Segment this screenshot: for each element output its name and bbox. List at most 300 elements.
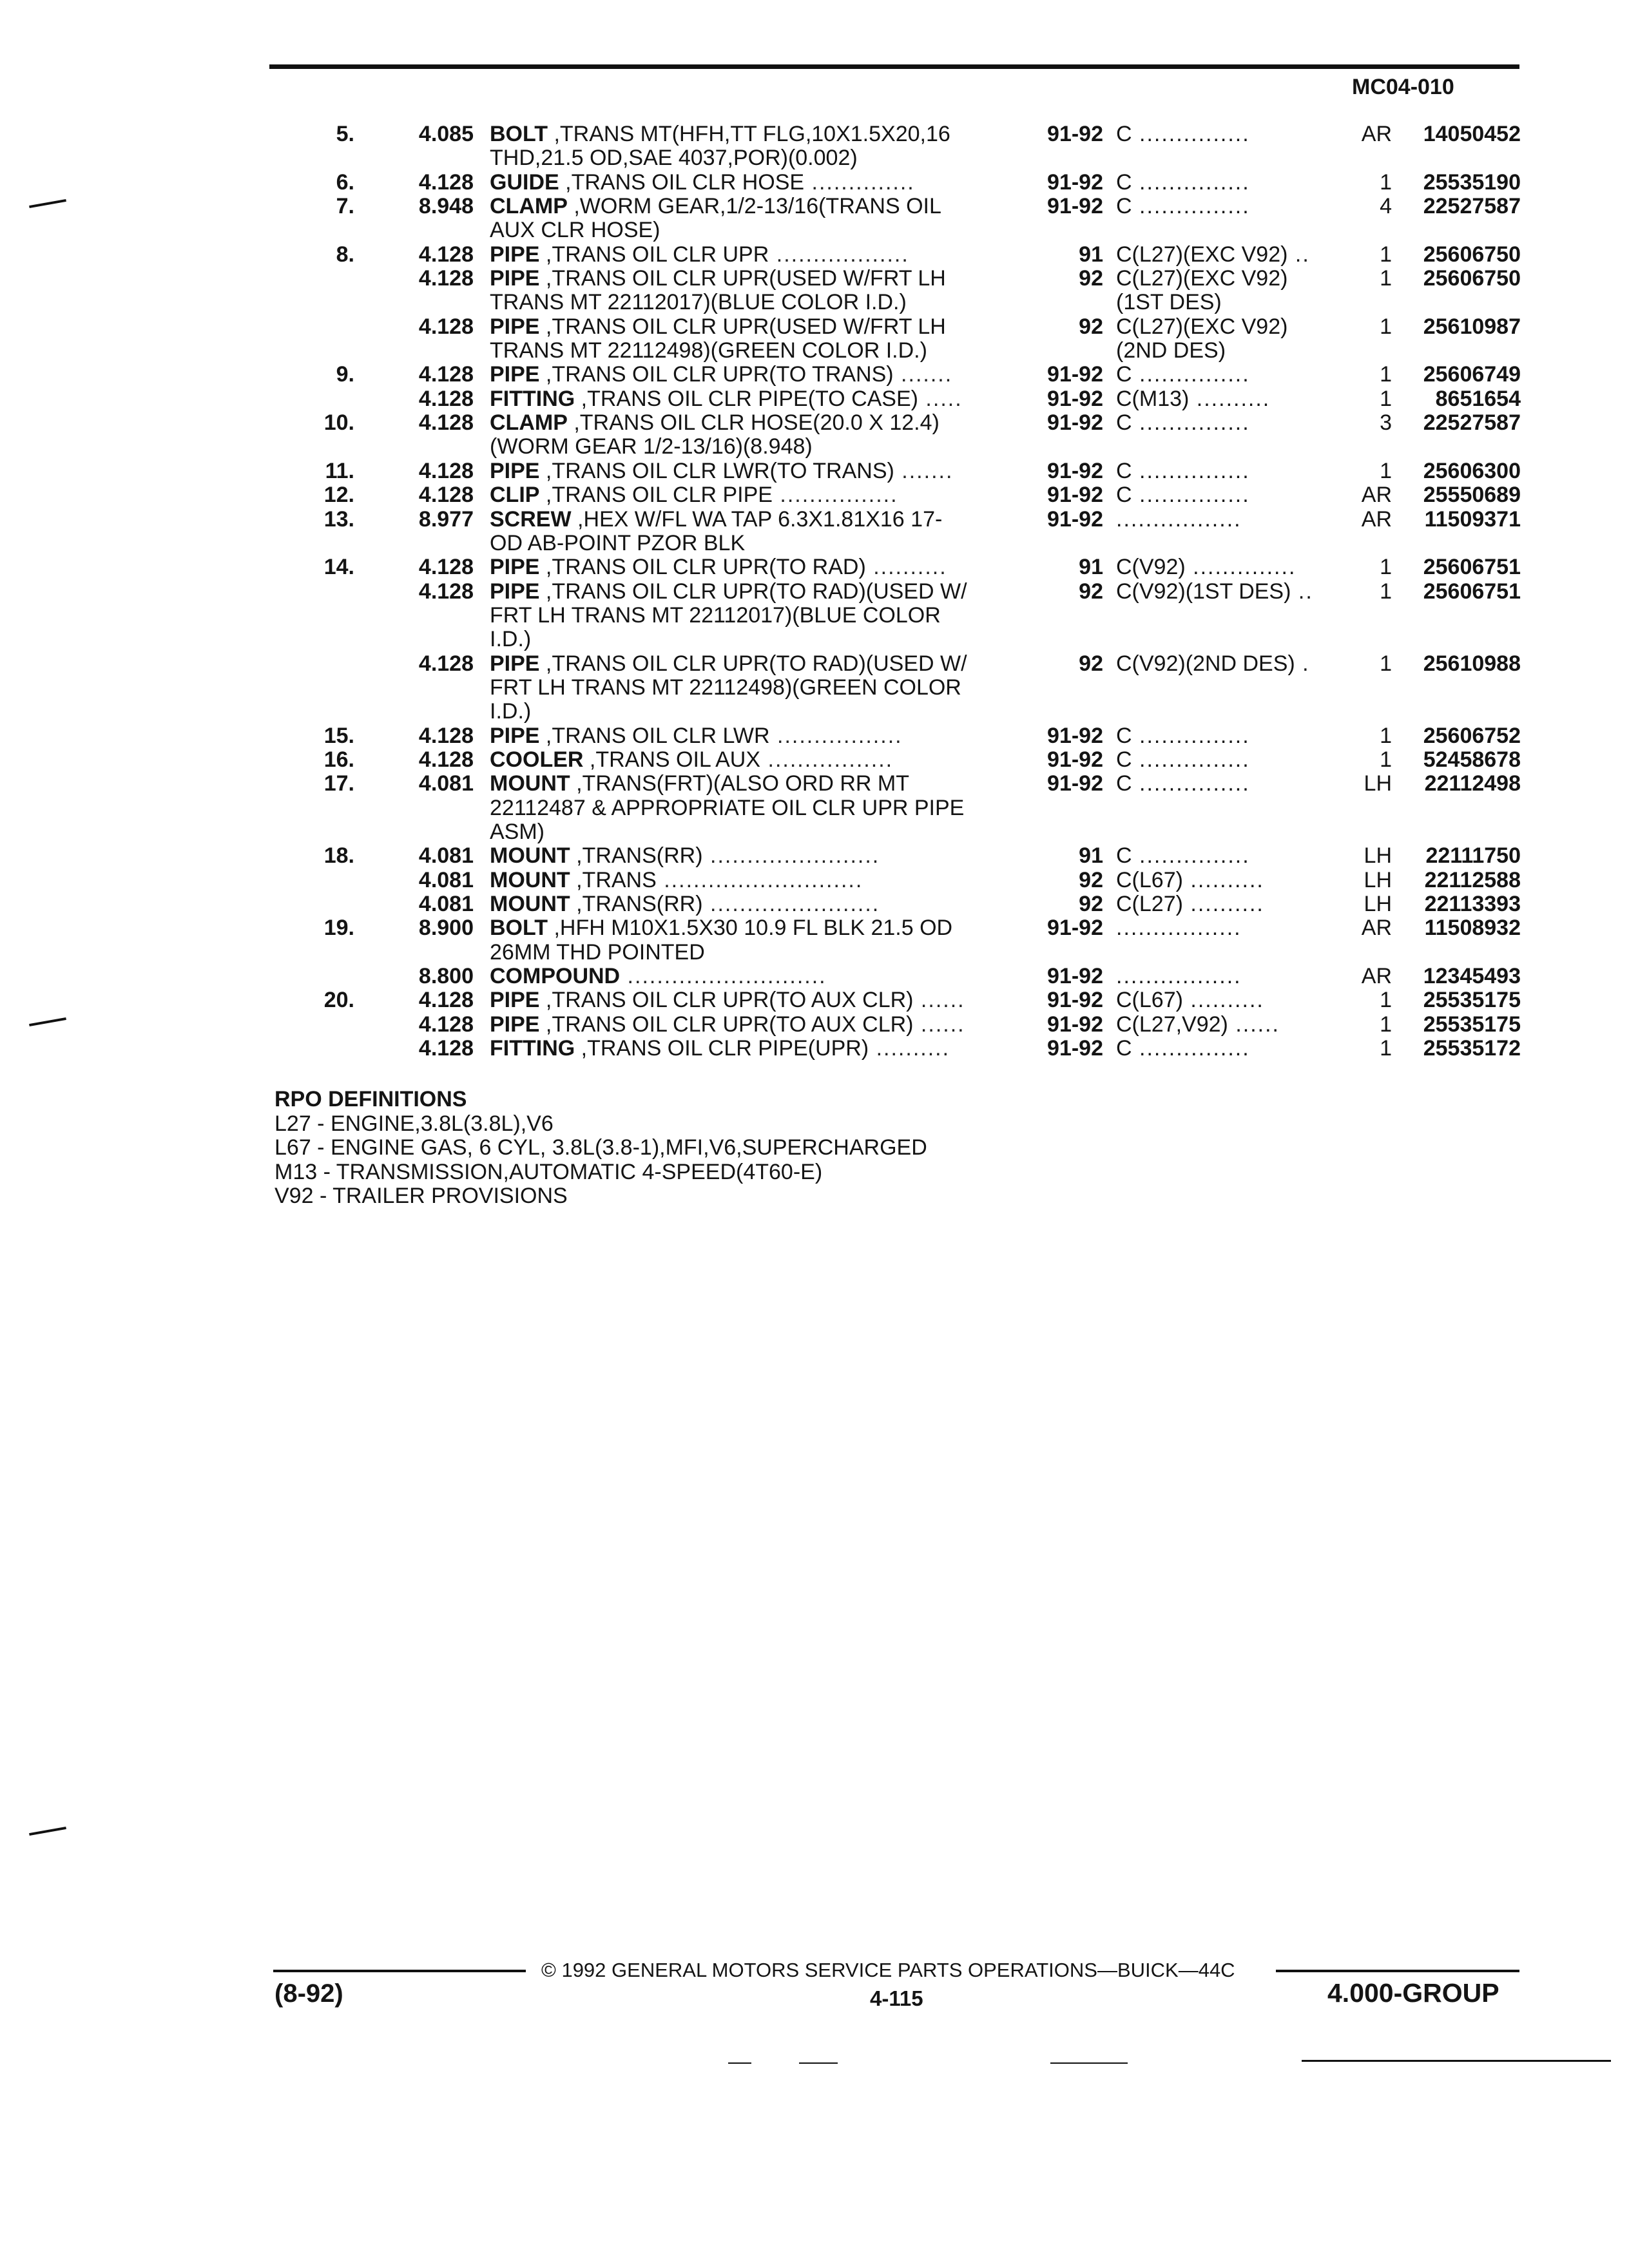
usage-code	[1116, 1013, 1335, 1037]
description-text: ,TRANS OIL AUX	[583, 747, 761, 772]
model-year: 91-92	[1047, 723, 1103, 748]
rpo-line-v92: V92 - TRAILER PROVISIONS	[275, 1184, 568, 1208]
part-number: 12345493	[1423, 964, 1521, 989]
dot-leader: ................	[772, 483, 898, 508]
dot-leader: ...............	[1132, 1037, 1250, 1061]
dot-leader: ..	[1291, 579, 1313, 604]
table-row	[0, 628, 1629, 651]
footer-rule-right	[1276, 1970, 1519, 1972]
scan-mark	[728, 2062, 751, 2064]
part-name: PIPE	[490, 555, 540, 580]
model-year: 91-92	[1047, 747, 1103, 772]
part-description	[490, 363, 1008, 387]
dot-leader: ..........	[1189, 387, 1271, 411]
table-row	[0, 218, 1629, 242]
scan-mark	[1302, 2060, 1611, 2062]
rpo-line-l67: L67 - ENGINE GAS, 6 CYL, 3.8L(3.8-1),MFI,V6,SUPERCHARGED	[275, 1135, 927, 1160]
dot-leader: ...............	[1132, 459, 1250, 483]
part-description	[490, 676, 1008, 700]
part-name: PIPE	[490, 267, 540, 291]
dot-leader: .....	[918, 387, 963, 411]
part-number: 22113393	[1424, 892, 1521, 916]
item-number: 19.	[323, 916, 354, 941]
part-description	[490, 652, 1008, 676]
part-number: 25610987	[1423, 314, 1521, 339]
table-row	[0, 339, 1629, 363]
dot-leader: ......	[913, 988, 965, 1013]
item-number: 5.	[336, 122, 354, 146]
part-number: 25606300	[1423, 458, 1521, 483]
description-text: AUX CLR HOSE)	[490, 218, 660, 243]
usage-code	[1116, 580, 1335, 604]
description-text: OD AB-POINT PZOR BLK	[490, 531, 746, 555]
table-row	[0, 122, 1629, 146]
description-text: ,TRANS OIL CLR LWR	[539, 724, 770, 748]
usage-code-text: C(L27)(EXC V92)	[1116, 242, 1288, 267]
part-name: FITTING	[490, 387, 575, 411]
quantity: LH	[1364, 892, 1392, 916]
footer-page-number: 4-115	[870, 1986, 923, 2010]
description-text: ,WORM GEAR,1/2-13/16(TRANS OIL	[567, 195, 941, 219]
part-name: MOUNT	[490, 772, 570, 796]
footer-date-code: (8-92)	[275, 1979, 343, 2008]
model-year: 91-92	[1047, 458, 1103, 483]
description-text: ,HFH M10X1.5X30 10.9 FL BLK 21.5 OD	[548, 916, 953, 941]
model-year: 91-92	[1047, 1036, 1103, 1061]
usage-code	[1116, 508, 1335, 532]
group-number: 8.800	[418, 964, 474, 989]
usage-code-text: (1ST DES)	[1116, 291, 1222, 315]
usage-code	[1116, 195, 1335, 218]
part-description	[490, 122, 1008, 146]
part-name: MOUNT	[490, 868, 570, 892]
part-name: PIPE	[490, 988, 540, 1013]
description-text: ,TRANS OIL CLR PIPE(UPR)	[575, 1037, 869, 1061]
group-number: 4.128	[418, 386, 474, 411]
model-year: 91-92	[1047, 194, 1103, 219]
scan-mark	[1050, 2062, 1128, 2064]
item-number: 7.	[336, 194, 354, 219]
part-description	[490, 387, 1008, 411]
part-description	[490, 532, 1008, 555]
item-number: 18.	[323, 843, 354, 869]
description-text: ,TRANS OIL CLR HOSE	[559, 170, 805, 195]
part-description	[490, 411, 1008, 435]
usage-code-text: C	[1116, 483, 1132, 508]
description-text: ,TRANS OIL CLR UPR(USED W/FRT LH	[539, 314, 946, 339]
description-text: ,TRANS OIL CLR UPR(TO TRANS)	[539, 363, 894, 387]
usage-code	[1116, 724, 1335, 748]
part-name: GUIDE	[490, 170, 559, 195]
usage-code-text: C	[1116, 1037, 1132, 1061]
quantity: 1	[1380, 169, 1392, 195]
description-text: ,TRANS	[570, 868, 657, 892]
model-year: 91-92	[1047, 386, 1103, 411]
part-name: FITTING	[490, 1037, 575, 1061]
usage-code	[1116, 1037, 1335, 1061]
group-number: 8.900	[418, 916, 474, 941]
group-number: 4.128	[418, 1036, 474, 1061]
part-name: COOLER	[490, 747, 584, 772]
part-name: PIPE	[490, 724, 540, 748]
part-name: CLIP	[490, 483, 540, 508]
quantity: AR	[1361, 483, 1392, 508]
usage-code	[1116, 555, 1335, 579]
table-row	[0, 291, 1629, 314]
dot-leader: ...............	[1132, 724, 1250, 748]
usage-code-text: C	[1116, 170, 1132, 195]
dot-leader: .................	[760, 747, 894, 772]
table-row	[0, 532, 1629, 555]
part-description	[490, 315, 1008, 339]
description-text: ,TRANS OIL CLR UPR(TO RAD)	[539, 555, 866, 580]
part-description	[490, 628, 1008, 651]
table-row	[0, 195, 1629, 218]
part-name: COMPOUND	[490, 965, 621, 989]
dot-leader: ...........................	[656, 868, 863, 892]
model-year: 91-92	[1047, 169, 1103, 195]
table-row	[0, 459, 1629, 483]
dot-leader: ...............	[1132, 411, 1250, 436]
rpo-line-m13: M13 - TRANSMISSION,AUTOMATIC 4-SPEED(4T60-E)	[275, 1159, 823, 1184]
part-number: 14050452	[1423, 122, 1521, 146]
part-description	[490, 580, 1008, 604]
table-row	[0, 508, 1629, 532]
usage-code-text: C	[1116, 122, 1132, 146]
model-year: 91	[1079, 555, 1103, 580]
dot-leader: ......	[913, 1012, 965, 1037]
model-year: 91-92	[1047, 916, 1103, 941]
description-text: ,TRANS OIL CLR PIPE	[539, 483, 773, 508]
usage-code-text: C(L27)(EXC V92)	[1116, 267, 1288, 291]
table-row	[0, 820, 1629, 844]
dot-leader: ...............	[1132, 195, 1250, 219]
usage-code-text: C	[1116, 772, 1132, 796]
dot-leader: ...........................	[620, 965, 827, 989]
usage-code-text: C(V92)(1ST DES)	[1116, 579, 1291, 604]
part-description	[490, 604, 1008, 628]
item-number: 9.	[336, 362, 354, 387]
dot-leader: ..................	[769, 242, 909, 267]
group-number: 4.085	[418, 122, 474, 146]
dot-leader: ..........	[865, 555, 947, 580]
usage-code-text: C(L67)	[1116, 988, 1183, 1013]
description-text: ,TRANS OIL CLR HOSE(20.0 X 12.4)	[567, 411, 940, 436]
quantity: 1	[1380, 723, 1392, 748]
part-number: 8651654	[1435, 386, 1521, 411]
table-row	[0, 748, 1629, 772]
part-description	[490, 796, 1008, 820]
part-description	[490, 869, 1008, 892]
part-number: 52458678	[1423, 747, 1521, 772]
part-description	[490, 941, 1008, 965]
quantity: LH	[1364, 771, 1392, 796]
model-year: 92	[1079, 867, 1103, 892]
table-row	[0, 844, 1629, 868]
group-number: 4.081	[418, 892, 474, 916]
group-number: 4.128	[418, 579, 474, 604]
part-description	[490, 508, 1008, 532]
rpo-definitions	[275, 1088, 927, 1209]
quantity: AR	[1361, 916, 1392, 941]
dot-leader: ...............	[1132, 483, 1250, 508]
part-name: SCREW	[490, 507, 572, 532]
dot-leader: ..............	[804, 170, 915, 195]
table-row	[0, 652, 1629, 676]
part-description	[490, 339, 1008, 363]
dot-leader: ...............	[1132, 122, 1250, 146]
footer-rule-left	[273, 1970, 526, 1972]
group-number: 8.948	[418, 194, 474, 219]
rpo-title: RPO DEFINITIONS	[275, 1087, 467, 1111]
dot-leader: ..........	[1182, 868, 1264, 892]
usage-code	[1116, 243, 1335, 267]
model-year: 91-92	[1047, 988, 1103, 1013]
usage-code-text: (2ND DES)	[1116, 339, 1226, 363]
usage-code-text: C	[1116, 363, 1132, 387]
quantity: 1	[1380, 747, 1392, 772]
description-text: ,TRANS OIL CLR UPR(TO AUX CLR)	[539, 988, 914, 1013]
group-number: 4.081	[418, 843, 474, 869]
group-number: 4.128	[418, 362, 474, 387]
usage-code	[1116, 459, 1335, 483]
group-number: 4.128	[418, 266, 474, 291]
quantity: 3	[1380, 410, 1392, 436]
part-description	[490, 724, 1008, 748]
part-number: 25606752	[1423, 723, 1521, 748]
table-row	[0, 796, 1629, 820]
description-text: ,TRANS OIL CLR UPR(TO AUX CLR)	[539, 1012, 914, 1037]
part-description	[490, 1013, 1008, 1037]
group-number: 4.128	[418, 410, 474, 436]
usage-code-text: C(V92)(2ND DES)	[1116, 651, 1295, 676]
rpo-line-l27: L27 - ENGINE,3.8L(3.8L),V6	[275, 1111, 554, 1136]
scan-mark	[29, 1827, 66, 1836]
part-description	[490, 748, 1008, 772]
quantity: 1	[1380, 266, 1392, 291]
dot-leader: .................	[1116, 916, 1242, 941]
model-year: 91-92	[1047, 410, 1103, 436]
part-number: 22112498	[1424, 771, 1521, 796]
quantity: AR	[1361, 964, 1392, 989]
description-text: ,TRANS(RR)	[570, 892, 703, 916]
group-number: 4.128	[418, 483, 474, 508]
quantity: 1	[1380, 242, 1392, 267]
quantity: 1	[1380, 362, 1392, 387]
usage-code	[1116, 291, 1335, 314]
table-row	[0, 315, 1629, 339]
usage-code	[1116, 122, 1335, 146]
part-number: 22527587	[1423, 194, 1521, 219]
table-row	[0, 916, 1629, 940]
dot-leader: .......	[893, 363, 953, 387]
usage-code-text: C	[1116, 411, 1132, 436]
quantity: 1	[1380, 988, 1392, 1013]
part-name: PIPE	[490, 314, 540, 339]
usage-code	[1116, 315, 1335, 339]
part-number: 25535190	[1423, 169, 1521, 195]
usage-code	[1116, 748, 1335, 772]
description-text: TRANS MT 22112498)(GREEN COLOR I.D.)	[490, 339, 927, 363]
description-text: FRT LH TRANS MT 22112498)(GREEN COLOR	[490, 675, 961, 700]
part-number: 22112588	[1424, 867, 1521, 892]
dot-leader: ..........	[1182, 892, 1264, 916]
model-year: 91-92	[1047, 1012, 1103, 1037]
footer-copyright: © 1992 GENERAL MOTORS SERVICE PARTS OPERATIONS—BUICK—44C	[541, 1959, 1235, 1981]
part-name: MOUNT	[490, 892, 570, 916]
part-description	[490, 965, 1008, 988]
group-number: 4.081	[418, 771, 474, 796]
table-row	[0, 387, 1629, 411]
table-row	[0, 869, 1629, 892]
group-number: 4.128	[418, 723, 474, 748]
description-text: ,TRANS MT(HFH,TT FLG,10X1.5X20,16	[548, 122, 950, 146]
usage-code	[1116, 844, 1335, 868]
dot-leader: ...............	[1132, 363, 1250, 387]
part-description	[490, 988, 1008, 1012]
usage-code	[1116, 387, 1335, 411]
table-row	[0, 1013, 1629, 1037]
quantity: 1	[1380, 314, 1392, 339]
part-number: 25606750	[1423, 266, 1521, 291]
table-row	[0, 363, 1629, 387]
quantity: 1	[1380, 1036, 1392, 1061]
table-row	[0, 724, 1629, 748]
usage-code	[1116, 363, 1335, 387]
table-row	[0, 243, 1629, 267]
group-number: 4.128	[418, 747, 474, 772]
usage-code-text: C	[1116, 747, 1132, 772]
quantity: AR	[1361, 122, 1392, 146]
part-number: 25535175	[1423, 1012, 1521, 1037]
model-year: 92	[1079, 579, 1103, 604]
part-description	[490, 1037, 1008, 1061]
description-text: ,TRANS(FRT)(ALSO ORD RR MT	[570, 772, 910, 796]
group-number: 4.081	[418, 867, 474, 892]
table-row	[0, 941, 1629, 965]
item-number: 6.	[336, 169, 354, 195]
part-number: 25606750	[1423, 242, 1521, 267]
part-name: PIPE	[490, 459, 540, 483]
part-number: 25535172	[1423, 1036, 1521, 1061]
dot-leader: .......	[894, 459, 954, 483]
part-name: BOLT	[490, 122, 548, 146]
table-row	[0, 604, 1629, 628]
part-number: 25535175	[1423, 988, 1521, 1013]
dot-leader: ..........	[1182, 988, 1264, 1013]
item-number: 16.	[323, 747, 354, 772]
part-name: PIPE	[490, 1012, 540, 1037]
description-text: ,TRANS OIL CLR PIPE(TO CASE)	[575, 387, 918, 411]
description-text: 26MM THD POINTED	[490, 940, 705, 965]
table-row	[0, 435, 1629, 459]
table-row	[0, 171, 1629, 195]
quantity: 1	[1380, 386, 1392, 411]
model-year: 91	[1079, 843, 1103, 869]
group-number: 4.128	[418, 169, 474, 195]
table-row	[0, 555, 1629, 579]
part-description	[490, 291, 1008, 314]
part-description	[490, 844, 1008, 868]
item-number: 12.	[323, 483, 354, 508]
usage-code-text: C(M13)	[1116, 387, 1190, 411]
item-number: 8.	[336, 242, 354, 267]
part-name: CLAMP	[490, 195, 568, 219]
dot-leader: ...............	[1132, 772, 1250, 796]
part-description	[490, 916, 1008, 940]
usage-code	[1116, 339, 1335, 363]
part-number: 25610988	[1423, 651, 1521, 676]
description-text: 22112487 & APPROPRIATE OIL CLR UPR PIPE	[490, 796, 965, 820]
usage-code-text: C(V92)	[1116, 555, 1186, 580]
usage-code	[1116, 171, 1335, 195]
part-number: 22111750	[1425, 843, 1521, 869]
item-number: 14.	[323, 555, 354, 580]
quantity: 4	[1380, 194, 1392, 219]
group-number: 4.128	[418, 555, 474, 580]
part-description	[490, 700, 1008, 724]
item-number: 13.	[323, 506, 354, 532]
description-text: I.D.)	[490, 628, 532, 652]
top-rule	[269, 64, 1519, 69]
quantity: LH	[1364, 867, 1392, 892]
dot-leader: ......	[1228, 1012, 1280, 1037]
quantity: 1	[1380, 1012, 1392, 1037]
dot-leader: ..............	[1185, 555, 1296, 580]
usage-code-text: C(L27)(EXC V92)	[1116, 314, 1288, 339]
group-number: 4.128	[418, 1012, 474, 1037]
dot-leader: ..	[1287, 242, 1310, 267]
part-name: PIPE	[490, 363, 540, 387]
usage-code	[1116, 892, 1335, 916]
part-description	[490, 459, 1008, 483]
description-text: ,TRANS OIL CLR LWR(TO TRANS)	[539, 459, 894, 483]
dot-leader: .................	[769, 724, 903, 748]
model-year: 92	[1079, 314, 1103, 339]
description-text: ,TRANS OIL CLR UPR(USED W/FRT LH	[539, 267, 946, 291]
part-description	[490, 435, 1008, 459]
dot-leader: .................	[1116, 965, 1242, 989]
model-year: 91-92	[1047, 506, 1103, 532]
part-name: PIPE	[490, 242, 540, 267]
usage-code	[1116, 411, 1335, 435]
usage-code	[1116, 869, 1335, 892]
part-number: 11508932	[1424, 916, 1521, 941]
part-description	[490, 772, 1008, 796]
part-description	[490, 267, 1008, 291]
model-year: 92	[1079, 651, 1103, 676]
usage-code-text: C	[1116, 724, 1132, 748]
table-row	[0, 411, 1629, 435]
table-row	[0, 267, 1629, 291]
usage-code-text: C(L27,V92)	[1116, 1012, 1228, 1037]
table-row	[0, 988, 1629, 1012]
parts-list	[0, 122, 1629, 1061]
quantity: 1	[1380, 555, 1392, 580]
description-text: ,TRANS OIL CLR UPR	[539, 242, 769, 267]
quantity: 1	[1380, 458, 1392, 483]
part-name: MOUNT	[490, 844, 570, 869]
dot-leader: ..........	[869, 1037, 950, 1061]
item-number: 15.	[323, 723, 354, 748]
group-number: 4.128	[418, 651, 474, 676]
part-description	[490, 218, 1008, 242]
model-year: 91-92	[1047, 362, 1103, 387]
usage-code-text: C	[1116, 844, 1132, 869]
usage-code	[1116, 483, 1335, 507]
usage-code	[1116, 772, 1335, 796]
group-number: 4.128	[418, 458, 474, 483]
